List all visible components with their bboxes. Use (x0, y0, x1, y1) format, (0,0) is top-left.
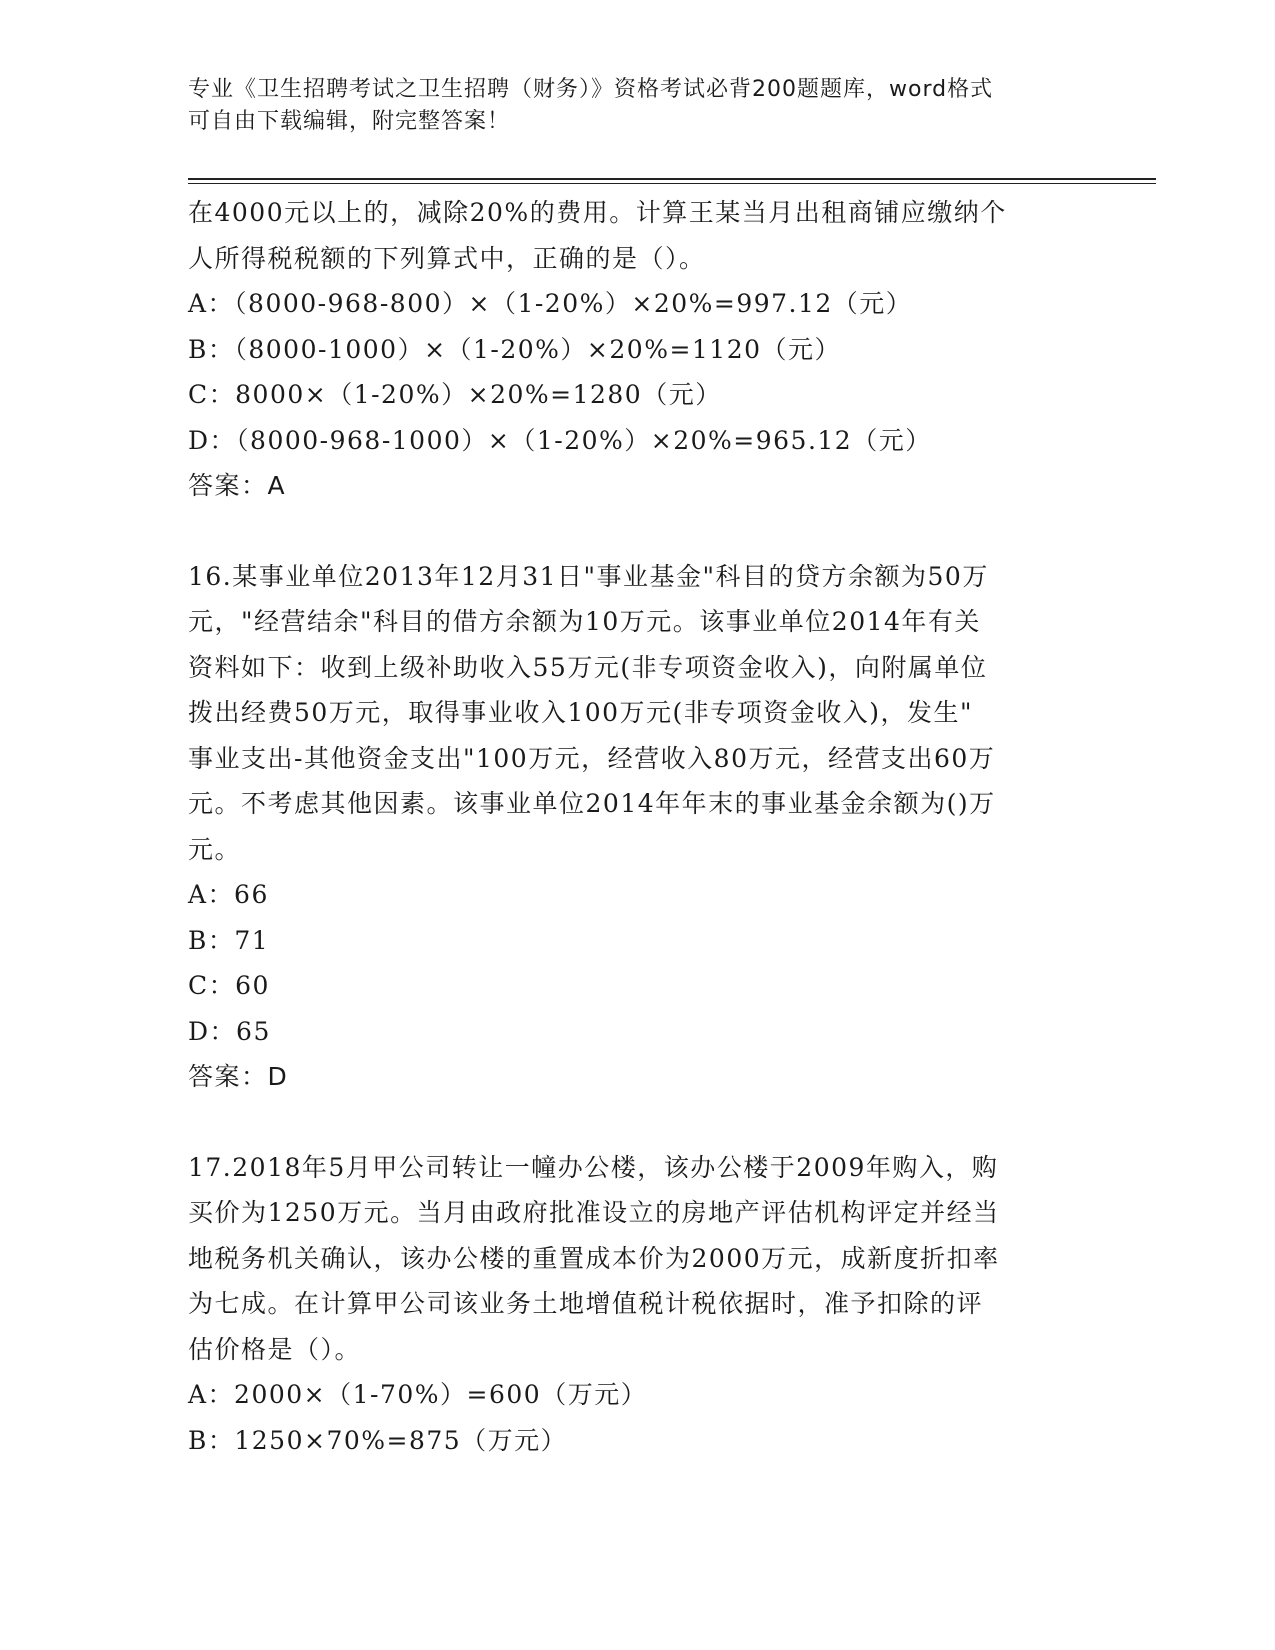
option-b: B：71 (188, 925, 270, 955)
answer-line: 答案：D (188, 1062, 289, 1091)
question-17 (188, 1145, 1078, 1464)
spacer (188, 1100, 1078, 1145)
header-line-1: 专业《卫生招聘考试之卫生招聘（财务）》资格考试必背200题题库，word格式 (188, 77, 994, 102)
option-a: A：66 (188, 880, 269, 909)
question-stem-line: 16.某事业单位2013年12月31日"事业基金"科目的贷方余额为50万 (188, 561, 989, 591)
question-stem-line: 事业支出-其他资金支出"100万元，经营收入80万元，经营支出60万 (188, 743, 996, 773)
option-c: C：8000×（1-20%）×20%=1280（元） (188, 380, 722, 409)
option-c: C：60 (188, 971, 270, 1000)
answer-line: 答案：A (188, 471, 287, 500)
spacer (188, 509, 1078, 554)
document-body (188, 190, 1078, 1463)
question-stem-line: 为七成。在计算甲公司该业务土地增值税计税依据时，准予扣除的评 (188, 1289, 984, 1318)
question-stem-line: 17.2018年5月甲公司转让一幢办公楼，该办公楼于2009年购入，购 (188, 1152, 999, 1182)
question-stem-line: 元，"经营结余"科目的借方余额为10万元。该事业单位2014年有关 (188, 607, 981, 636)
option-a: A：（8000-968-800）×（1-20%）×20%=997.12（元） (188, 289, 913, 318)
question-stem-line: 资料如下：收到上级补助收入55万元(非专项资金收入)，向附属单位 (188, 652, 988, 682)
question-stem-line: 拨出经费50万元，取得事业收入100万元(非专项资金收入)，发生" (188, 698, 974, 727)
header-divider-thick (188, 178, 1156, 180)
option-d: D：（8000-968-1000）×（1-20%）×20%=965.12（元） (188, 425, 932, 455)
option-b: B：1250×70%=875（万元） (188, 1425, 568, 1455)
question-stem-line: 地税务机关确认，该办公楼的重置成本价为2000万元，成新度折扣率 (188, 1243, 1000, 1273)
question-15 (188, 190, 1078, 509)
question-stem-line: 估价格是（）。 (188, 1334, 362, 1364)
question-stem-line: 买价为1250万元。当月由政府批准设立的房地产评估机构评定并经当 (188, 1198, 1000, 1227)
question-stem-line: 元。不考虑其他因素。该事业单位2014年年末的事业基金余额为()万 (188, 789, 996, 818)
question-stem-line: 人所得税税额的下列算式中，正确的是（）。 (188, 243, 706, 273)
question-16 (188, 554, 1078, 1100)
document-header (188, 74, 1088, 138)
question-stem-line: 在4000元以上的，减除20%的费用。计算王某当月出租商铺应缴纳个 (188, 198, 1007, 227)
option-b: B：（8000-1000）×（1-20%）×20%=1120（元） (188, 334, 842, 364)
option-a: A：2000×（1-70%）=600（万元） (188, 1380, 648, 1409)
option-d: D：65 (188, 1016, 271, 1046)
header-line-2: 可自由下载编辑，附完整答案！ (188, 109, 511, 134)
header-divider-thin (188, 183, 1156, 184)
question-stem-line: 元。 (188, 834, 242, 864)
